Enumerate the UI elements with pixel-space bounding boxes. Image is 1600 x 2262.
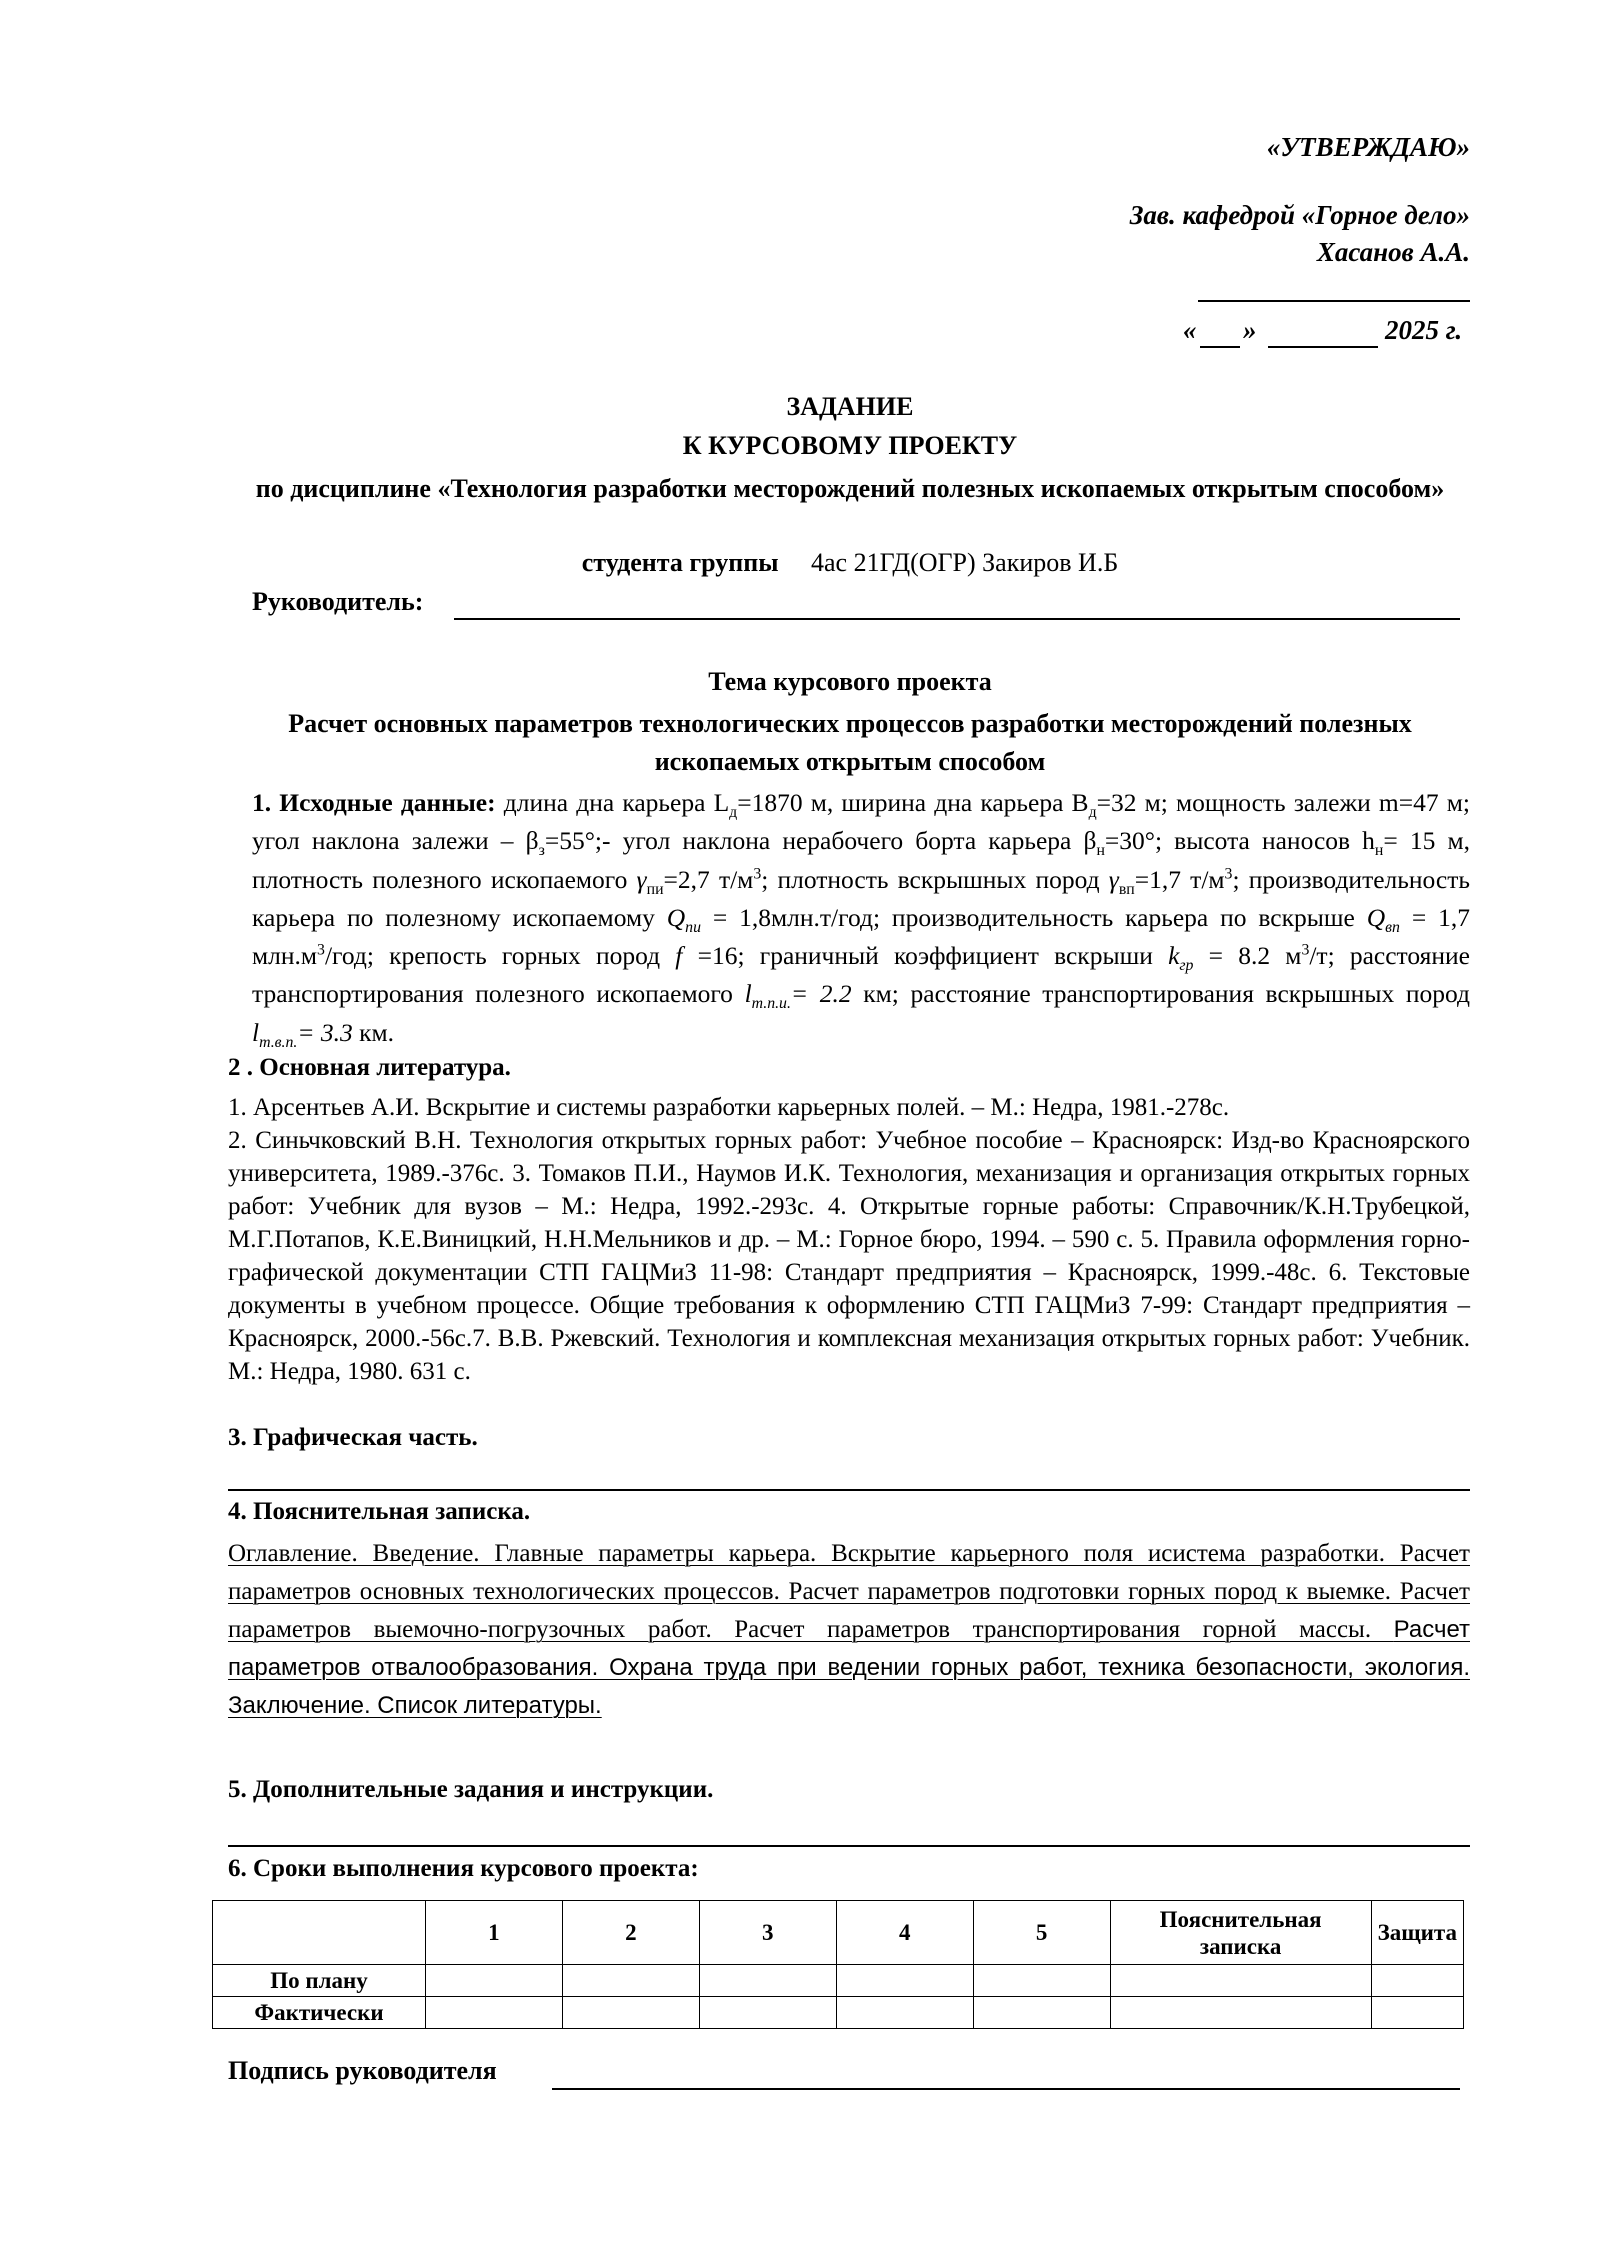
s9-text: =1,7 т/м (1134, 864, 1225, 894)
s14-text: =16; граничный коэффициент вскрыши (682, 941, 1169, 971)
s17-text: км; расстояние транспортирования вскрышных пород (851, 979, 1470, 1009)
schedule-cell[interactable] (562, 1965, 699, 1997)
l2-value: = 3.3 (297, 1017, 353, 1047)
topic-title: Расчет основных параметров технологических процессов разработки месторождений полезных ископаемых открытым способом (288, 709, 1412, 776)
q1: Q (666, 902, 686, 932)
sup4: 3 (1301, 941, 1310, 959)
date-year: 2025 г. (1385, 315, 1463, 345)
l1-sub: т.п.и. (751, 995, 791, 1013)
s18-text: км. (352, 1017, 395, 1047)
schedule-header-4: 4 (836, 1901, 973, 1965)
section-initial-data (252, 784, 1470, 1052)
heading-course-project: К КУРСОВОМУ ПРОЕКТУ (682, 431, 1018, 460)
s5-text: =30°; высота наносов h (1104, 826, 1375, 856)
gamma2-sub: вп (1118, 880, 1135, 898)
schedule-cell[interactable] (836, 1965, 973, 1997)
graphic-part-line (228, 1489, 1470, 1491)
approval-person: Хасанов А.А. (1316, 237, 1470, 267)
schedule-cell[interactable] (699, 1997, 836, 2029)
literature-list: 2. Синьчковский В.Н. Технология открытых горных работ: Учебное пособие – Красноярск: Изд-во Красноярского университета, 1989.-376с. 3. Томаков П.И., Наумов И.К. Технология, механизация и организация открытых горных работ: Учебник для вузов – М.: Недра, 1992.-293с. 4. Открытые горные работы: Справочник/К.Н.Трубецкой, М.Г.Потапов, К.Е.Виницкий, Н.Н.Мельников и др. – М.: Горное бюро, 1994. – 590 с. 5. Правила оформления горно-графической документации СТП ГАЦМиЗ 11-98: Стандарт предприятия – Красноярск, 1999.-48с. 6. Текстовые документы в учебном процессе. Общие требования к оформлению СТП ГАЦМиЗ 7-99: Стандарт предприятия – Красноярск, 2000.-56с.7. В.В. Ржевский. Технология и комплексная механизация открытых горных работ: Учебник. М.: Недра, 1980. 631 с. (228, 1127, 1470, 1385)
date-day-line (1200, 346, 1240, 348)
s6-text: = 15 м, плотность полезного ископаемого (252, 826, 1470, 894)
s3-sub: з (538, 842, 545, 860)
schedule-cell[interactable] (1110, 1997, 1371, 2029)
schedule-header-1: 1 (425, 1901, 562, 1965)
signature-line (552, 2088, 1460, 2090)
schedule-cell[interactable] (562, 1997, 699, 2029)
sup2: 3 (1224, 865, 1233, 883)
section-2-label: 2 . Основная литература. (228, 1054, 511, 1081)
approval-title: «УТВЕРЖДАЮ» (1266, 132, 1470, 162)
s12-text: = 1,7 млн.м (252, 902, 1470, 971)
topic-label: Тема курсового проекта (708, 667, 992, 696)
s4-text: =55°;- угол наклона нерабочего борта карьера β (544, 826, 1097, 856)
s3-text: =32 м; мощность залежи m=47 м; угол наклона залежи – β (252, 788, 1471, 856)
approval-position: Зав. кафедрой «Горное дело» (1129, 200, 1470, 230)
schedule-cell[interactable] (836, 1997, 973, 2029)
l1-symbol: l (744, 979, 752, 1009)
schedule-header-3: 3 (699, 1901, 836, 1965)
section-4-label: 4. Пояснительная записка. (228, 1498, 531, 1525)
explanatory-note-contents (228, 1535, 1470, 1725)
gamma1-sub: пи (646, 880, 664, 898)
s2-text: =1870 м, ширина дна карьера B (737, 788, 1089, 817)
schedule-header-defense: Защита (1371, 1901, 1463, 1965)
schedule-cell[interactable] (425, 1965, 562, 1997)
sup3: 3 (317, 941, 325, 959)
s1-sub: д (729, 804, 738, 822)
s4-sub: н (1096, 842, 1105, 860)
student-label: студента группы (581, 548, 779, 577)
supervisor-label: Руководитель: (252, 587, 424, 616)
s1-text: длина дна карьера L (495, 788, 730, 817)
gamma2: γ (1108, 864, 1119, 894)
f-symbol: f (675, 941, 683, 971)
s16-text: /т; расстояние транспортирования полезного ископаемого (252, 941, 1470, 1009)
student-value: 4ас 21ГД(ОГР) Закиров И.Б (811, 548, 1119, 577)
section-6-label: 6. Сроки выполнения курсового проекта: (228, 1855, 699, 1882)
schedule-row-label-plan: По плану (213, 1965, 426, 1997)
gamma1: γ (636, 864, 647, 894)
schedule-corner-cell (213, 1901, 426, 1965)
s5-sub: н (1374, 842, 1384, 860)
s2-sub: д (1088, 804, 1097, 822)
schedule-table (212, 1900, 1464, 2029)
schedule-cell[interactable] (1371, 1965, 1463, 1997)
k-sub: гр (1179, 957, 1194, 975)
q2-sub: вп (1385, 918, 1400, 936)
section-1-label: 1. Исходные данные: (252, 788, 496, 817)
date-month-line (1268, 346, 1378, 348)
schedule-header-2: 2 (562, 1901, 699, 1965)
l2-symbol: l (252, 1017, 260, 1047)
q1-sub: пи (685, 918, 701, 936)
approval-date (1183, 315, 1473, 351)
s10-text: ; производительность карьера по полезному ископаемому (252, 864, 1471, 932)
schedule-row-plan (213, 1965, 1464, 1997)
q2: Q (1366, 902, 1386, 932)
schedule-cell[interactable] (1371, 1997, 1463, 2029)
sup1: 3 (753, 865, 762, 883)
section-5-label: 5. Дополнительные задания и инструкции. (228, 1776, 714, 1803)
l2-sub: т.в.п. (259, 1033, 298, 1051)
s11-text: = 1,8млн.т/год; производительность карьера по вскрыше (700, 902, 1367, 932)
signature-label: Подпись руководителя (228, 2056, 497, 2085)
section-3-label: 3. Графическая часть. (228, 1424, 478, 1451)
heading-discipline: по дисциплине «Технология разработки месторождений полезных ископаемых открытым способом» (255, 474, 1445, 503)
k-symbol: k (1168, 941, 1180, 971)
approval-signature-line (1198, 300, 1470, 302)
s15-text: = 8.2 м (1193, 941, 1302, 971)
schedule-header-row (213, 1901, 1464, 1965)
date-close-quote: » (1243, 315, 1257, 345)
s7-text: =2,7 т/м (663, 864, 754, 894)
schedule-cell[interactable] (973, 1965, 1110, 1997)
note-contents-part-a: Оглавление. Введение. Главные параметры карьера. Вскрытие карьерного поля исистема разработки. Расчет параметров основных технологических процессов. Расчет параметров подготовки горных пород к выемке. Расчет параметров выемочно-погрузочных работ. Расчет параметров транспортирования горной массы. (228, 1540, 1470, 1643)
schedule-row-label-actual: Фактически (213, 1997, 426, 2029)
schedule-header-note: Пояснительная записка (1110, 1901, 1371, 1965)
schedule-header-5: 5 (973, 1901, 1110, 1965)
s13-text: /год; крепость горных пород (324, 941, 676, 971)
s8-text: ; плотность вскрышных пород (761, 864, 1109, 894)
student-line (230, 548, 1470, 578)
schedule-row-actual (213, 1997, 1464, 2029)
note-contents-part-b: Расчет параметров отвалообразования. Охрана труда при ведении горных работ, техника безопасности, экология. Заключение. Список литературы. (228, 1616, 1470, 1719)
supervisor-line (454, 618, 1460, 620)
literature-item-1: 1. Арсентьев А.И. Вскрытие и системы разработки карьерных полей. – М.: Недра, 1981.-278с. (228, 1094, 1230, 1121)
schedule-cell[interactable] (1110, 1965, 1371, 1997)
additional-tasks-line (228, 1845, 1470, 1847)
l1-value: = 2.2 (790, 979, 852, 1009)
schedule-cell[interactable] (699, 1965, 836, 1997)
schedule-cell[interactable] (973, 1997, 1110, 2029)
date-open-quote: « (1183, 315, 1197, 345)
schedule-cell[interactable] (425, 1997, 562, 2029)
heading-assignment: ЗАДАНИЕ (786, 392, 914, 421)
